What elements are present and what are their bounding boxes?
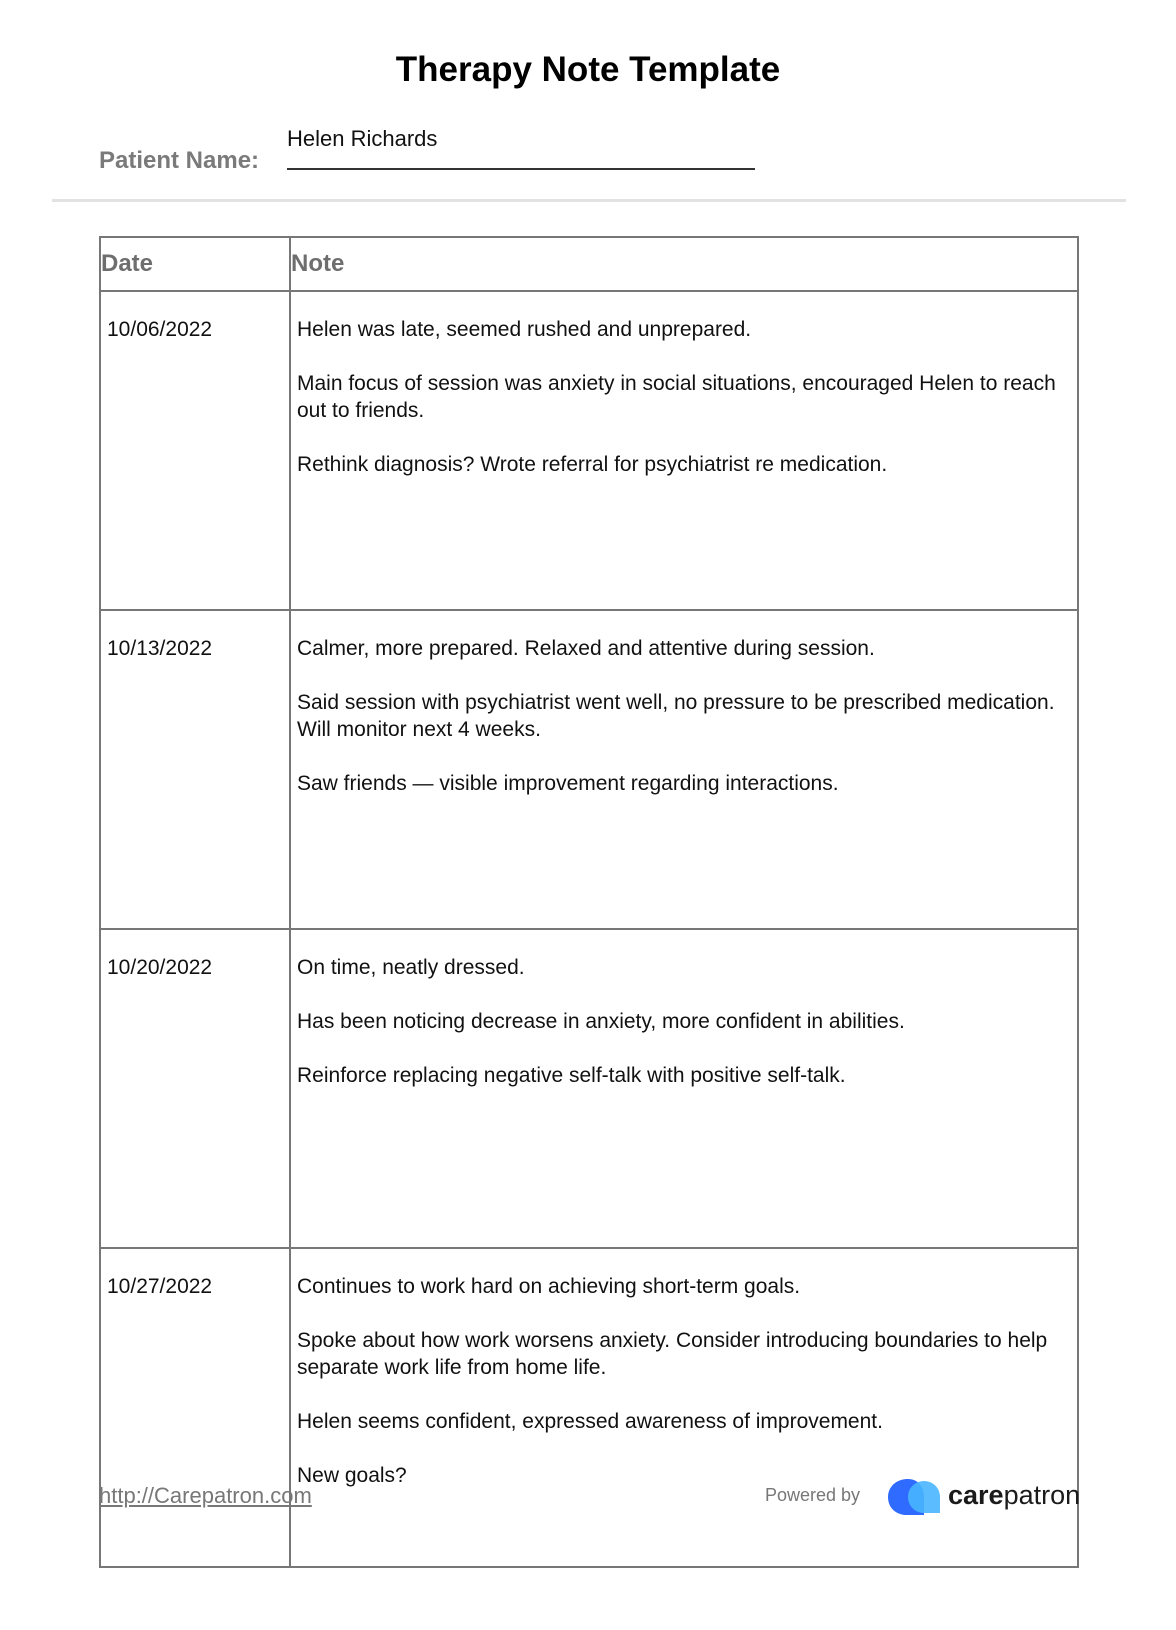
table-row <box>100 610 1078 929</box>
table-row <box>100 291 1078 610</box>
note-cell <box>290 929 1078 1248</box>
patient-name-underline <box>287 168 755 170</box>
carepatron-logo-icon <box>888 1477 944 1517</box>
date-cell: 10/13/2022 <box>100 610 290 929</box>
table-row <box>100 929 1078 1248</box>
brand-light-text: patron <box>1003 1480 1081 1510</box>
note-paragraph: Calmer, more prepared. Relaxed and attentive during session. <box>297 637 875 660</box>
patient-name-value: Helen Richards <box>287 126 438 151</box>
note-paragraph: Spoke about how work worsens anxiety. Consider introducing boundaries to help separate work life from home life. <box>297 1329 1048 1379</box>
note-paragraph: Main focus of session was anxiety in social situations, encouraged Helen to reach out to friends. <box>297 372 1056 422</box>
note-paragraph: On time, neatly dressed. <box>297 956 525 979</box>
note-cell <box>290 1248 1078 1567</box>
notes-table <box>99 236 1079 1568</box>
note-paragraph: Has been noticing decrease in anxiety, more confident in abilities. <box>297 1010 905 1033</box>
note-paragraph: Reinforce replacing negative self-talk with positive self-talk. <box>297 1064 846 1087</box>
brand-bold-text: care <box>948 1480 1004 1510</box>
note-paragraph: Rethink diagnosis? Wrote referral for psychiatrist re medication. <box>297 453 888 476</box>
note-paragraph: Helen seems confident, expressed awareness of improvement. <box>297 1410 883 1433</box>
note-paragraph: Helen was late, seemed rushed and unprepared. <box>297 318 752 341</box>
note-paragraph: Saw friends — visible improvement regarding interactions. <box>297 772 839 795</box>
date-cell: 10/06/2022 <box>100 291 290 610</box>
date-column-header: Date <box>100 237 290 291</box>
note-paragraph: New goals? <box>297 1464 407 1487</box>
patient-name-label: Patient Name: <box>99 147 260 174</box>
carepatron-website-link[interactable]: http://Carepatron.com <box>99 1483 312 1508</box>
date-cell: 10/20/2022 <box>100 929 290 1248</box>
header-divider <box>52 199 1126 202</box>
note-cell <box>290 291 1078 610</box>
note-column-header: Note <box>290 237 1078 291</box>
carepatron-wordmark <box>948 1480 1080 1511</box>
table-header-row <box>100 237 1078 291</box>
table-row <box>100 1248 1078 1567</box>
page-title: Therapy Note Template <box>395 50 781 89</box>
note-paragraph: Continues to work hard on achieving short-term goals. <box>297 1275 801 1298</box>
powered-by-label: Powered by <box>765 1485 861 1505</box>
date-cell: 10/27/2022 <box>100 1248 290 1567</box>
note-paragraph: Said session with psychiatrist went well, no pressure to be prescribed medication. Will monitor next 4 weeks. <box>297 691 1055 741</box>
note-cell <box>290 610 1078 929</box>
carepatron-logo <box>888 1477 1088 1517</box>
